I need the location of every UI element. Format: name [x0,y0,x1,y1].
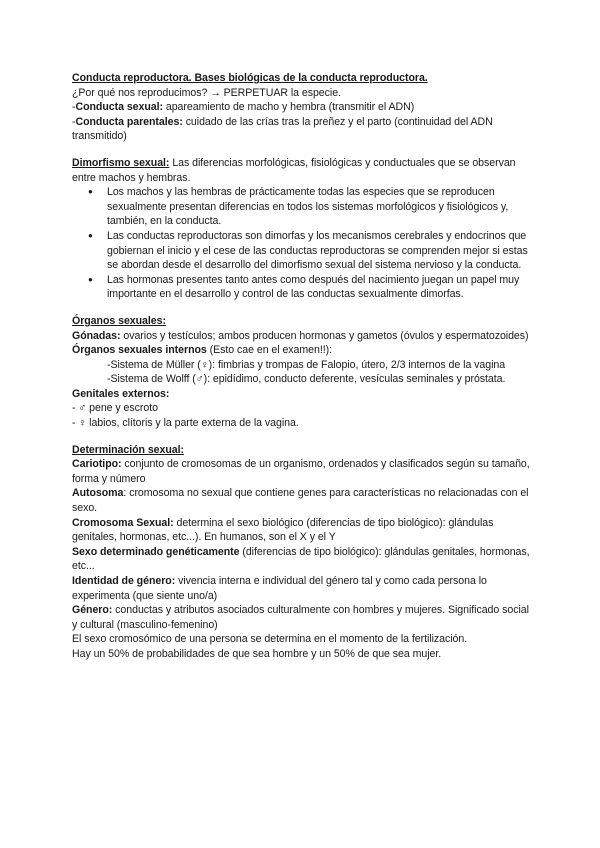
organos-heading: Órganos sexuales: [72,314,166,327]
probabilidad-line: Hay un 50% de probabilidades de que sea hombre y un 50% de que sea mujer. [72,647,442,660]
genitales-externos-male: - ♂ pene y escroto [72,402,158,415]
spacer [72,144,532,156]
sistema-muller: -Sistema de Müller (♀): fimbrias y trompas de Falopio, útero, 2/3 internos de la vagina [107,358,506,371]
spacer [72,431,532,443]
cromosoma-sexual-line: Cromosoma Sexual: determina el sexo biológico (diferencias de tipo biológico): glándulas genitales, hormonas, etc...). En humanos, son el X y el Y [72,516,494,544]
document-title: Conducta reproductora. Bases biológicas de la conducta reproductora. [72,72,428,84]
dimorfismo-list [72,185,532,302]
determinacion-heading: Determinación sexual: [72,443,184,456]
list-item: ● Las conductas reproductoras son dimorfas y los mecanismos cerebrales y endocrinos que gobiernan el inicio y el cese de las conductas reproductoras se comprenden mejor si estas se abordan desde el desarrollo del dimorfismo sexual del sistema nervioso y la conducta. [72,229,532,273]
genitales-externos-female: - ♀ labios, clítoris y la parte externa de la vagina. [72,417,299,430]
list-item: ● Las hormonas presentes tanto antes como después del nacimiento juegan un papel muy importante en el desarrollo y control de las conductas sexualmente dimorfas. [72,273,532,302]
list-item: ● Los machos y las hembras de prácticamente todas las especies que se reproducen sexualmente presentan diferencias en todos los sistemas morfológicos y fisiológicos y, también, en la conducta. [72,185,532,229]
intro-question: ¿Por qué nos reproducimos? → PERPETUAR la especie. [72,86,341,99]
autosoma-line: Autosoma: cromosoma no sexual que contiene genes para características no relacionadas con el sexo. [72,487,529,515]
spacer [72,302,532,314]
sexo-genetico-line: Sexo determinado genéticamente (diferencias de tipo biológico): glándulas genitales, hormonas, etc... [72,545,530,573]
organos-internos-line: Órganos sexuales internos (Esto cae en el examen!!): [72,344,333,357]
identidad-genero-line: Identidad de género: vivencia interna e individual del género tal y como cada persona lo experimenta (que siente uno/a) [72,575,487,602]
document-page [72,71,532,662]
conducta-parental-line: -Conducta parentales: cuidado de las crías tras la preñez y el parto (continuidad del ADN transmitido) [72,115,493,143]
sistema-wolff: -Sistema de Wolff (♂): epidídimo, conducto deferente, vesículas seminales y próstata. [107,373,506,386]
conducta-sexual-line: -Conducta sexual: apareamiento de macho y hembra (transmitir el ADN) [72,101,415,114]
genitales-externos-heading: Genitales externos: [72,387,170,400]
gonadas-line: Gónadas: ovarios y testículos; ambos producen hormonas y gametos (óvulos y espermatozoides) [72,329,529,342]
dimorfismo-paragraph: Dimorfismo sexual: Las diferencias morfológicas, fisiológicas y conductuales que se observan entre machos y hembras. [72,156,516,184]
sexo-cromosomico-line: El sexo cromosómico de una persona se determina en el momento de la fertilización. [72,633,468,646]
cariotipo-line: Cariotipo: conjunto de cromosomas de un organismo, ordenados y clasificados según su tamaño, forma y número [72,458,530,485]
genero-line: Género: conductas y atributos asociados culturalmente con hombres y mujeres. Significado social y cultural (masculino-femenino) [72,604,529,631]
